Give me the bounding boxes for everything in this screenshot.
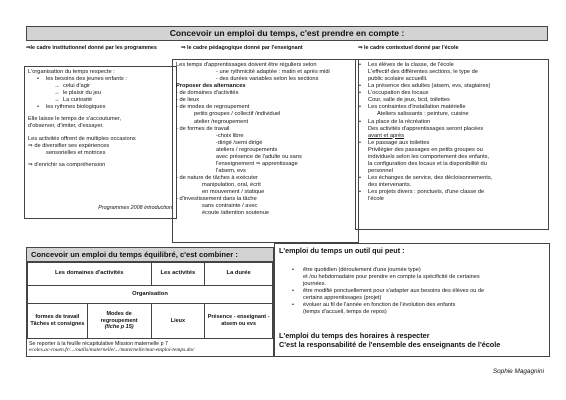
text-line: - d'investissement dans la tâche (176, 196, 257, 203)
modes-reference: (fiche p 15) (104, 324, 134, 331)
text-line: l'enseignement ⇒ apprentissage (216, 160, 298, 167)
text-line: d'observer, d'imiter, d'essayer. (28, 123, 104, 130)
bullet-item (359, 62, 545, 69)
text-line: personnel (368, 167, 393, 174)
text-line: Les projets divers : ponctuels, d'une classe de (368, 189, 485, 196)
conclusion-line: C'est la responsabilité de l'ensemble des enseignants de l'école (279, 339, 501, 349)
bullet-item (359, 189, 545, 196)
text-line: écoute /attention soutenue (202, 210, 270, 217)
text-line: évoluer au fil de l'année en fonction de l'évolution des enfants (303, 302, 456, 309)
text-line: être modifié ponctuellement pour s'adapter aux besoins des élèves ou de (303, 288, 485, 295)
text-line: Des activités d'apprentissages seront placées (368, 125, 484, 132)
footnote-text: Se reporter à la feuille récapitulative Mission maternelle p 7 (29, 341, 168, 347)
text-line: avec présence de l'adulte ou sans (216, 153, 302, 160)
panel-cadre-contextuel (355, 59, 549, 230)
cell-lieux: Lieux (151, 304, 205, 339)
panel-cadre-institutionnel (24, 66, 177, 219)
text-line: ⇒ d'enrichir sa compréhension (28, 161, 106, 168)
text-line: avant et après (368, 132, 405, 139)
text-line: -choix libre (216, 132, 244, 139)
text-line: journées. (303, 280, 327, 287)
bullet-item (28, 104, 173, 111)
conclusion-line: L'emploi du temps des horaires à respecter (279, 331, 430, 340)
text-line: l'école (368, 196, 384, 203)
text-line: Les élèves de la classe, de l'école (368, 62, 454, 68)
arrow-item (28, 97, 173, 104)
text-line: - de lieux (176, 97, 200, 104)
text-line: individuels selon les comportement des enfants, (368, 153, 490, 160)
bullet-item (359, 104, 545, 111)
author-signature: Sophie Magagnini (492, 368, 544, 375)
text-line: Les échanges de service, des décloisonnements, (368, 175, 493, 181)
conclusion (279, 332, 500, 350)
text-line: ⇒ de diversifier ses expériences (28, 142, 110, 149)
bullet-item (28, 76, 173, 83)
cell-modes (87, 304, 151, 339)
text-line: Les activités offrent de multiples occasions (28, 135, 136, 142)
bullet-icon: • (292, 288, 294, 295)
bullet-item (359, 83, 545, 90)
text-line: celui d'agir (63, 83, 91, 90)
text-line: les rythmes biologiques (46, 104, 106, 111)
cell-duree: La durée (205, 263, 273, 286)
text-line: être quotidien (déroulement d'une journée type) (303, 266, 421, 273)
panel-title: L'emploi du temps un outil qui peut : (279, 246, 405, 255)
list-item (279, 302, 545, 309)
bullet-item (359, 140, 545, 147)
cell-formes: formes de travail Tâches et consignes (28, 304, 88, 339)
panel-outil (274, 243, 550, 357)
text-line: sans contrainte / avec (202, 203, 258, 210)
cell-activites: Les activités (151, 263, 205, 286)
page-title: Concevoir un emploi du temps, c'est prendre en compte : (26, 26, 548, 41)
text-line: Elle laisse le temps de s'accoutumer, (28, 116, 122, 123)
text-line: sensorielles et motrices (46, 149, 106, 156)
arrow-item (28, 83, 173, 90)
panel-emploi-equilibre (26, 247, 274, 357)
footnote (29, 341, 195, 354)
text-line: Ateliers salissants : peinture, cuisine (377, 111, 469, 118)
modes-label: Modes de regroupement (100, 310, 138, 324)
outil-list (279, 267, 545, 317)
source-reference: Programmes 2008 introduction (98, 205, 172, 212)
footnote-url: ecoles.ac-rouen.fr/.../outils/maternelle/.../maternelle/mat-emploi-temps.doc (29, 347, 195, 354)
text-line: L'effectif des différentes sections, le type de (368, 69, 478, 76)
bullet-item (359, 175, 545, 182)
cell-organisation: Organisation (28, 286, 273, 304)
text-line: ateliers / regroupements (216, 146, 278, 153)
text-line: petits groupes / collectif /individuel (194, 111, 281, 118)
text-line: Le passage aux toilettes (368, 139, 430, 146)
text-line: La place de la récréation (368, 118, 431, 125)
column-header-pedagogique: ⇒ le cadre pédagogique donné par l'enseignant (181, 45, 303, 51)
text-line: la configuration des locaux et la disponibilité du (368, 160, 487, 167)
section-heading: Proposer des alternances (176, 83, 246, 90)
bullet-item (359, 90, 545, 97)
text-line: certains apprentissages (projet) (303, 295, 382, 302)
text-line: les besoins des jeunes enfants : (46, 76, 127, 83)
text-line: - de formes de travail (176, 125, 230, 132)
panel-cadre-pedagogique (172, 59, 359, 243)
text-line: - de modes de regroupement (176, 104, 250, 111)
bullet-item (359, 119, 545, 126)
text-line: l'atsem, evs (216, 167, 246, 174)
text-line: Les contraintes d'installation matérielle (368, 104, 466, 111)
text-line: manipulation, oral, écrit (202, 182, 261, 189)
text-line: L'occupation des locaux (368, 90, 429, 97)
text-line: Cour, salle de jeux, bcd, toilettes (368, 97, 450, 104)
text-line: La curiosité (63, 97, 93, 104)
text-line: atelier /regroupement (194, 118, 249, 125)
text-line: le plaisir du jeu (63, 90, 101, 97)
text-line: (temps d'accueil, temps de repos) (303, 309, 387, 316)
panel-title: Concevoir un emploi du temps équilibré, c'est combiner : (27, 248, 273, 262)
cell-domaines: Les domaines d'activités (28, 263, 152, 286)
cell-presence: Présence - enseignant - atsem ou evs (205, 304, 273, 339)
text-line: Les temps d'apprentissages doivent être réguliers selon (176, 62, 317, 68)
text-line: - une rythmicité adaptée : matin et après midi (216, 69, 330, 76)
text-line: - de nature de tâches à exécuter (176, 175, 258, 181)
text-line: des intervenants. (368, 182, 412, 189)
text-line: -dirigé /semi dirigé (216, 139, 263, 146)
bullet-icon: • (292, 266, 294, 273)
text-line: et /ou hebdomadaire pour prendre en compte la spécificité de certaines (303, 273, 480, 280)
text-line: - de domaines d'activités (176, 90, 239, 97)
column-header-institutionnel: ⇒le cadre institutionnel donné par les programmes (26, 45, 157, 51)
text-line: en mouvement / statique (202, 189, 265, 196)
arrow-item (28, 90, 173, 97)
bullet-icon: • (292, 302, 294, 309)
list-item (279, 267, 545, 274)
text-line: public scolaire accueilli. (368, 76, 428, 83)
combination-table (27, 262, 273, 339)
list-item (279, 288, 545, 295)
text-line: - des durées variables selon les sections (216, 76, 319, 83)
text-line: La présence des adultes (atsem, evs, stagiaires) (368, 83, 491, 90)
text-line: Privilégier des passages en petits groupes ou (368, 146, 483, 153)
column-header-contextuel: ⇒ le cadre contextuel donné par l'école (358, 45, 459, 51)
text-line: L'organisation du temps respecte : (28, 69, 115, 75)
